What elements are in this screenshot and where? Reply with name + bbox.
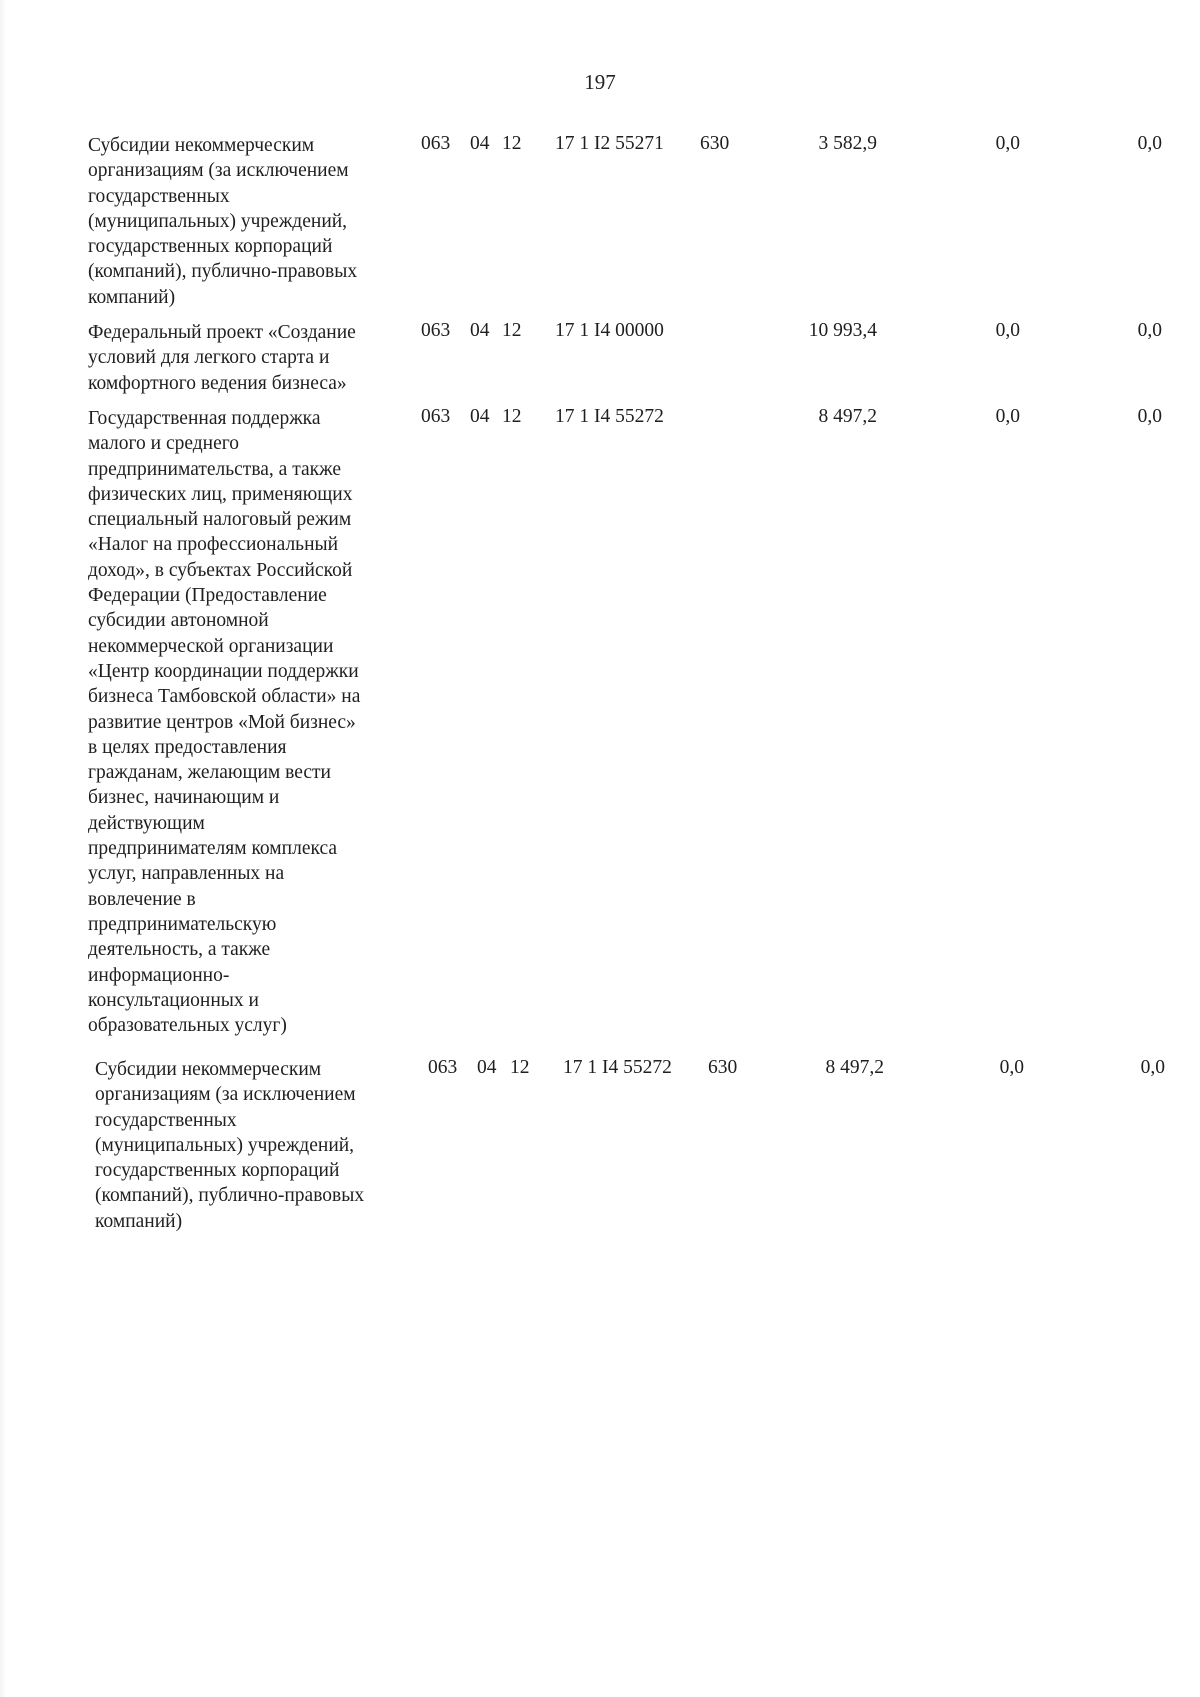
target-code: 17 1 I2 55271 [555, 133, 664, 154]
target-code: 17 1 I4 55272 [563, 1057, 672, 1078]
sum-year-1: 8 497,2 [818, 406, 877, 427]
sum-year-1: 8 497,2 [825, 1057, 884, 1078]
target-code: 17 1 I4 55272 [555, 406, 664, 427]
scan-edge [0, 0, 6, 1697]
sum-year-3: 0,0 [1140, 1057, 1165, 1078]
subsection-code: 12 [502, 133, 522, 154]
sum-year-2: 0,0 [999, 1057, 1024, 1078]
row-name: Федеральный проект «Создание условий для легкого старта и комфортного ведения бизнеса» [88, 322, 356, 394]
section-code: 04 [470, 320, 490, 341]
row-name: Субсидии некоммерческим организациям (за исключением государственных (муниципальных) учреждений, государственных корпораций (компаний), публично-правовых компаний) [88, 135, 358, 308]
row-name: Субсидии некоммерческим организациям (за исключением государственных (муниципальных) учреждений, государственных корпораций (компаний), публично-правовых компаний) [95, 1059, 365, 1232]
ministry-code: 063 [421, 320, 451, 341]
section-code: 04 [470, 406, 490, 427]
ministry-code: 063 [428, 1057, 458, 1078]
subsection-code: 12 [502, 320, 522, 341]
sum-year-3: 0,0 [1137, 320, 1162, 341]
subsection-code: 12 [510, 1057, 530, 1078]
sum-year-2: 0,0 [995, 406, 1020, 427]
sum-year-2: 0,0 [995, 133, 1020, 154]
sum-year-1: 3 582,9 [818, 133, 877, 154]
expense-type-code: 630 [708, 1057, 738, 1078]
target-code: 17 1 I4 00000 [555, 320, 664, 341]
subsection-code: 12 [502, 406, 522, 427]
page-number: 197 [584, 70, 616, 94]
expense-type-code: 630 [700, 133, 730, 154]
sum-year-2: 0,0 [995, 320, 1020, 341]
sum-year-1: 10 993,4 [808, 320, 877, 341]
ministry-code: 063 [421, 133, 451, 154]
sum-year-3: 0,0 [1137, 406, 1162, 427]
section-code: 04 [477, 1057, 497, 1078]
section-code: 04 [470, 133, 490, 154]
row-name: Государственная поддержка малого и среднего предпринимательства, а также физических лиц, применяющих специальный налоговый режим «Налог на профессиональный доход», в субъектах Российской Федерации (Предоставление субсидии автономной некоммерческой организации «Центр координации поддержки бизнеса Тамбовской области» на развитие центров «Мой бизнес» в целях предоставления гражданам, желающим вести бизнес, начинающим и действующим предпринимателям комплекса услуг, направленных на вовлечение в предпринимательскую деятельность, а также информационно- консультационных и образовательных услуг) [88, 408, 361, 1037]
sum-year-3: 0,0 [1137, 133, 1162, 154]
ministry-code: 063 [421, 406, 451, 427]
